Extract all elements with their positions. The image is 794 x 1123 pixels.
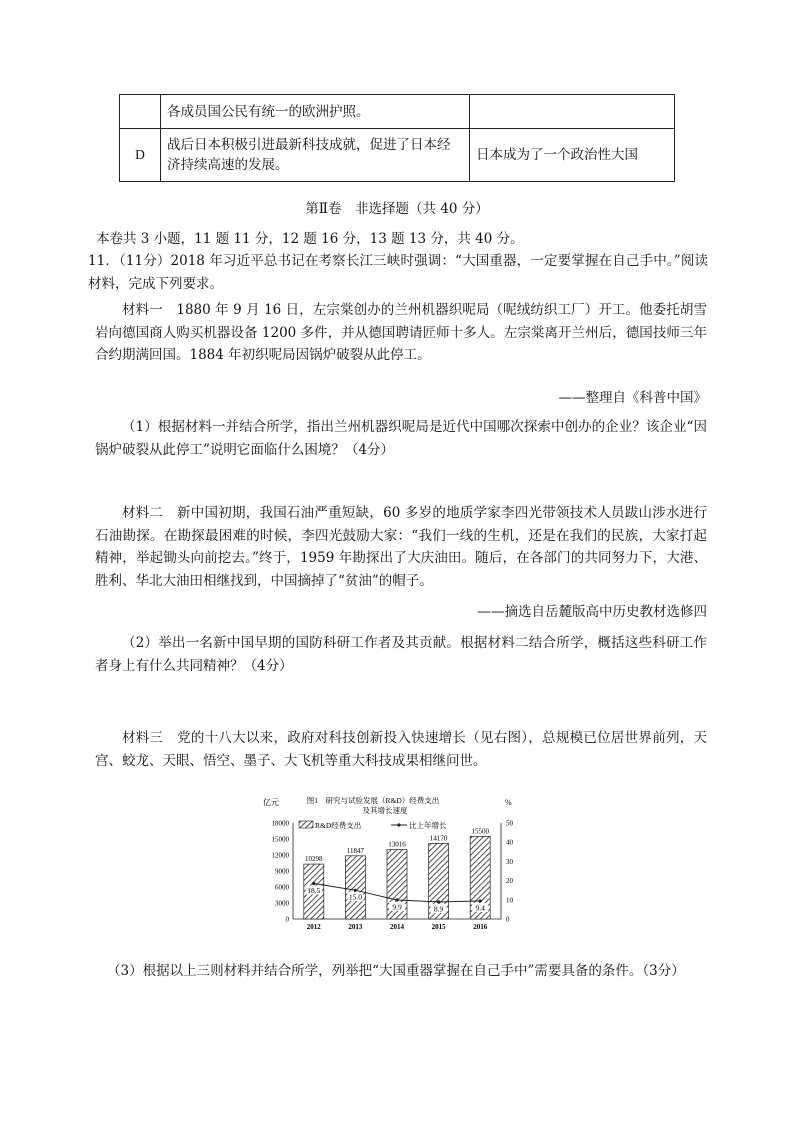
bar-value-label: 10298 xyxy=(305,855,323,864)
right-tick-label: 40 xyxy=(506,838,513,847)
x-tick-label: 2014 xyxy=(390,923,404,931)
left-tick-label: 9000 xyxy=(275,867,289,876)
left-tick-label: 6000 xyxy=(275,883,289,892)
left-tick-label: 3000 xyxy=(275,899,289,908)
legend-bar-label: R&D经费支出 xyxy=(315,821,362,830)
material-3: 材料三 党的十八大以来，政府对科技创新投入快速增长（见右图），总规模已位居世界前列，天宫、蛟龙、天眼、悟空、墨子、大飞机等重大科技成果相继问世。 xyxy=(95,730,707,769)
legend-line-marker xyxy=(397,823,400,826)
growth-value-label: 9.4 xyxy=(475,903,485,913)
growth-point xyxy=(354,889,357,892)
table-cell-left: 各成员国公民有统一的欧洲护照。 xyxy=(161,95,470,129)
source-1: ——整理自《科普中国》 xyxy=(558,390,707,406)
left-tick-label: 15000 xyxy=(271,835,289,844)
growth-point xyxy=(312,882,315,885)
left-tick-label: 18000 xyxy=(271,819,289,828)
right-tick-label: 0 xyxy=(506,915,510,924)
growth-value-label: 9.9 xyxy=(392,902,402,912)
table-cell-label: D xyxy=(120,129,161,182)
left-tick-label: 0 xyxy=(285,915,289,924)
table-cell-label xyxy=(120,95,161,129)
chart-subtitle: 及其增长速度 xyxy=(362,806,408,815)
right-tick-label: 20 xyxy=(506,877,513,886)
question-11-1: （1）根据材料一并结合所学，指出兰州机器织呢局是近代中国哪次探索中创办的企业？该企业“因锅炉破裂从此停工”说明它面临什么困境？（4分） xyxy=(95,419,707,458)
table-row xyxy=(120,129,675,182)
bar-value-label: 15500 xyxy=(471,827,489,836)
right-axis-label: % xyxy=(505,798,512,807)
x-tick-label: 2013 xyxy=(348,923,363,931)
table-cell-right: 日本成为了一个政治性大国 xyxy=(470,129,675,182)
growth-point xyxy=(479,899,482,902)
x-tick-label: 2015 xyxy=(431,923,446,931)
bar-value-label: 14170 xyxy=(429,834,448,843)
question-11-3: （3）根据以上三则材料并结合所学，列举把“大国重器掌握在自己手中”需要具备的条件。（3分） xyxy=(107,963,685,979)
material-2: 材料二 新中国初期，我国石油严重短缺，60 多岁的地质学家李四光带领技术人员跋山涉水进行石油勘探。在勘探最困难的时候，李四光鼓励大家：“我们一线的生机，还是在我们的民族，大家打起精神，举起锄头向前挖去。”终于，1959 年勘探出了大庆油田。随后，在各部门的共同努力下，大港、胜利、华北大油田相继找到，中国摘掉了“贫油”的帽子。 xyxy=(95,505,707,589)
growth-value-label: 15.0 xyxy=(348,892,362,902)
growth-value-label: 18.5 xyxy=(307,885,321,895)
x-tick-label: 2012 xyxy=(306,923,321,931)
left-tick-label: 12000 xyxy=(271,851,289,860)
table-cell-right xyxy=(470,95,675,129)
section-intro: 本卷共 3 小题，11 题 11 分，12 题 16 分，13 题 13 分，共 40 分。 xyxy=(96,231,524,247)
left-axis-label: 亿元 xyxy=(263,798,279,807)
question-11-2: （2）举出一名新中国早期的国防科研工作者及其贡献。根据材料二结合所学，概括这些科研工作者身上有什么共同精神？（4分） xyxy=(95,635,707,674)
question-11-stem: 11．（11分）2018 年习近平总书记在考察长江三峡时强调：“大国重器，一定要掌握在自己手中。”阅读材料，完成下列要求。 xyxy=(88,253,708,292)
growth-value-label: 8.9 xyxy=(433,904,444,914)
rd-bar xyxy=(345,856,365,919)
rd-chart xyxy=(255,793,530,941)
right-tick-label: 30 xyxy=(506,857,513,866)
table-row xyxy=(120,95,675,129)
table-cell-left: 战后日本积极引进最新科技成就，促进了日本经济持续高速的发展。 xyxy=(161,129,470,182)
right-tick-label: 50 xyxy=(506,819,513,828)
bar-value-label: 13016 xyxy=(388,840,406,849)
x-tick-label: 2016 xyxy=(473,923,488,931)
answer-table xyxy=(119,94,675,182)
source-2: ——摘选自岳麓版高中历史教材选修四 xyxy=(477,604,707,620)
bar-value-label: 11847 xyxy=(346,846,365,855)
right-tick-label: 10 xyxy=(506,896,513,905)
material-1: 材料一 1880 年 9 月 16 日，左宗棠创办的兰州机器织呢局（呢绒纺织工厂）开工。他委托胡雪岩向德国商人购买机器设备 1200 多件，并从德国聘请匠师十多人。左宗棠离开兰州后，德国技师三年合约期满回国。1884 年初织呢局因锅炉破裂从此停工。 xyxy=(95,302,707,363)
growth-point xyxy=(395,898,398,901)
legend-line-label: 比上年增长 xyxy=(409,821,447,830)
growth-point xyxy=(437,900,440,903)
legend-bar-swatch xyxy=(299,821,313,828)
section-title: 第Ⅱ卷 非选择题（共 40 分） xyxy=(305,201,489,217)
chart-title: 图1 研究与试验发展（R&D）经费支出 xyxy=(306,796,440,805)
